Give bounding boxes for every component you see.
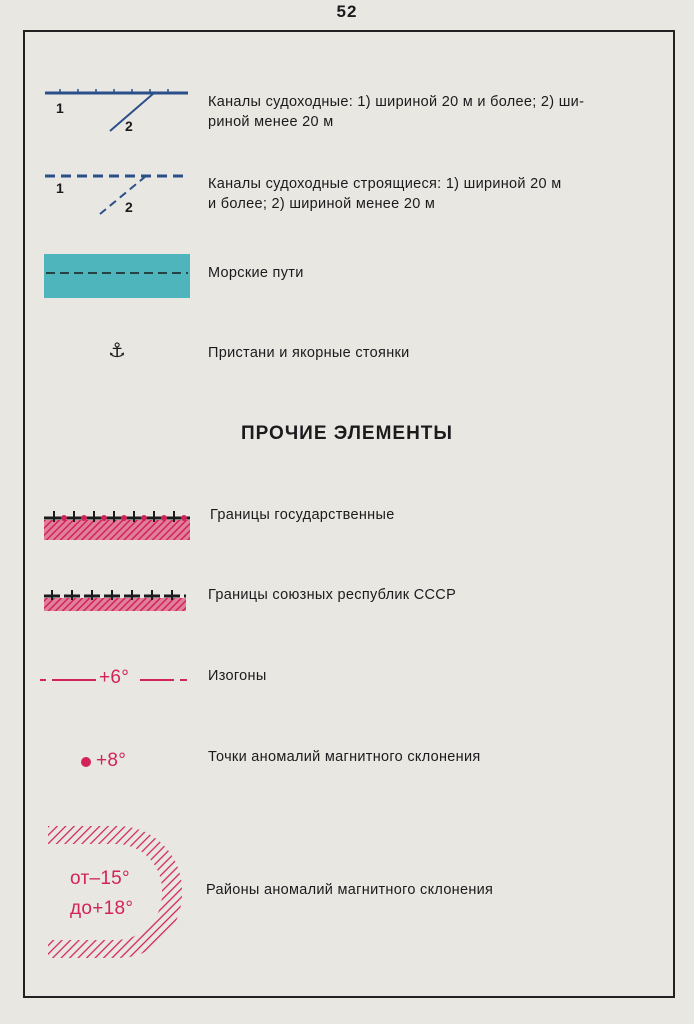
anomaly-point-dot-icon xyxy=(80,756,92,768)
sea-route-label: Морские пути xyxy=(208,265,304,281)
anomaly-area-symbol xyxy=(48,826,182,958)
anchor-icon: ⚓ xyxy=(108,338,127,362)
canal-label-line1: Каналы судоходные: 1) шириной 20 м и более; 2) ши- xyxy=(208,94,585,110)
state-border-symbol xyxy=(44,506,190,542)
anomaly-area-from: от–15° xyxy=(70,868,130,889)
canal-construction-label-line1: Каналы судоходные строящиеся: 1) шириной 20 м xyxy=(208,176,562,192)
canal-label-line2: риной менее 20 м xyxy=(208,114,334,130)
canal-marker-2: 2 xyxy=(125,118,134,134)
isogon-line-left xyxy=(40,678,98,682)
canal-construction-marker-2: 2 xyxy=(125,199,134,215)
page-number: 52 xyxy=(336,2,358,21)
anomaly-area-to: до+18° xyxy=(70,898,134,919)
union-border-label: Границы союзных республик СССР xyxy=(208,587,457,603)
sea-route-symbol xyxy=(44,254,190,298)
isogon-value: +6° xyxy=(99,667,130,688)
isogon-line-right xyxy=(140,678,188,682)
canal-construction-label-line2: и более; 2) шириной менее 20 м xyxy=(208,196,436,212)
union-border-symbol xyxy=(44,586,186,614)
section-heading: ПРОЧИЕ ЭЛЕМЕНТЫ xyxy=(240,423,454,444)
anomaly-point-label: Точки аномалий магнитного склонения xyxy=(208,749,481,765)
canal-construction-marker-1: 1 xyxy=(56,180,65,196)
anomaly-point-value: +8° xyxy=(96,750,127,771)
state-border-label: Границы государственные xyxy=(210,507,395,523)
canal-construction-symbol xyxy=(42,168,192,220)
canal-symbol xyxy=(42,85,192,137)
anomaly-area-label: Районы аномалий магнитного склонения xyxy=(206,882,494,898)
pier-label: Пристани и якорные стоянки xyxy=(208,345,410,361)
canal-marker-1: 1 xyxy=(56,100,65,116)
isogon-label: Изогоны xyxy=(208,668,267,684)
